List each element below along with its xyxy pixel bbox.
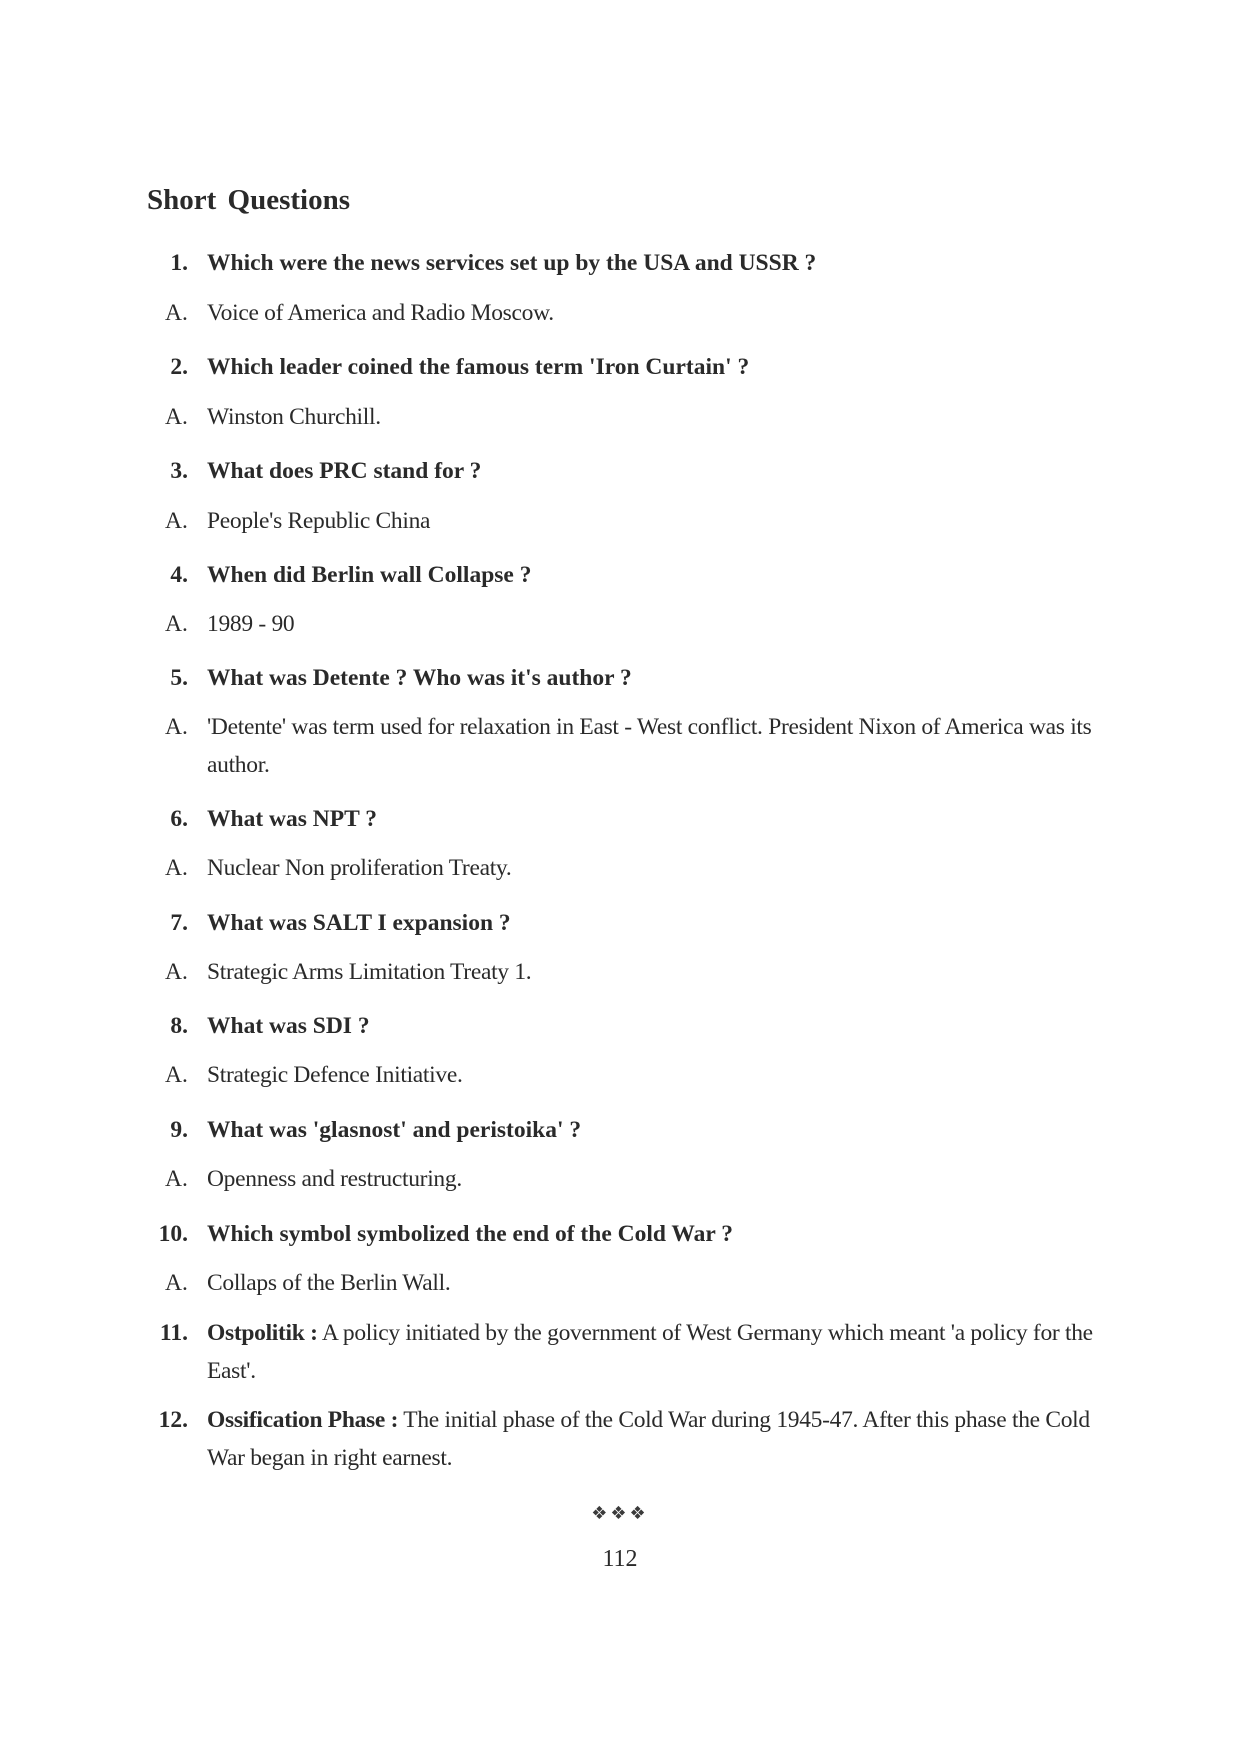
answer-label: A.: [165, 611, 188, 637]
answer-text: 1989 - 90: [207, 611, 295, 637]
section-end-ornament: ❖❖❖: [591, 1503, 649, 1524]
answer-text: Strategic Defence Initiative.: [207, 1062, 463, 1088]
answer-label: A.: [165, 1270, 188, 1296]
question-text: What does PRC stand for ?: [207, 458, 482, 484]
question-text: What was 'glasnost' and peristoika' ?: [207, 1117, 582, 1143]
answer-label: A.: [165, 714, 188, 740]
section-title: Short Questions: [147, 184, 351, 216]
page-number: 112: [602, 1546, 638, 1572]
answer-label: A.: [165, 404, 188, 430]
question-number: 2.: [170, 354, 188, 380]
question-text: What was Detente ? Who was it's author ?: [207, 665, 632, 691]
answer-text: 'Detente' was term used for relaxation in East - West conflict. President Nixon of America was its author.: [207, 714, 1092, 778]
answer-label: A.: [165, 1166, 188, 1192]
question-number: 9.: [170, 1117, 188, 1143]
definition-text: The initial phase of the Cold War during 1945-47. After this phase the Cold War began in right earnest.: [207, 1407, 1090, 1471]
answer-label: A.: [165, 855, 188, 881]
question-number: 8.: [170, 1013, 188, 1039]
answer-label: A.: [165, 959, 188, 985]
answer-text: Voice of America and Radio Moscow.: [207, 300, 554, 326]
question-number: 5.: [170, 665, 188, 691]
definition-term: Ossification Phase :: [207, 1407, 399, 1433]
definition-text: A policy initiated by the government of West Germany which meant 'a policy for the East'.: [207, 1320, 1093, 1384]
question-number: 6.: [170, 806, 188, 832]
definition-number: 12.: [158, 1407, 188, 1433]
answer-label: A.: [165, 508, 188, 534]
question-text: When did Berlin wall Collapse ?: [207, 562, 532, 588]
question-text: Which were the news services set up by the USA and USSR ?: [207, 250, 817, 276]
question-text: What was SALT I expansion ?: [207, 910, 511, 936]
answer-text: People's Republic China: [207, 508, 431, 534]
answer-label: A.: [165, 300, 188, 326]
answer-text: Nuclear Non proliferation Treaty.: [207, 855, 512, 881]
answer-text: Strategic Arms Limitation Treaty 1.: [207, 959, 532, 985]
definition-body: [207, 1401, 1097, 1477]
definition-term: Ostpolitik :: [207, 1320, 318, 1346]
question-text: Which leader coined the famous term 'Iron Curtain' ?: [207, 354, 750, 380]
question-number: 10.: [158, 1221, 188, 1247]
answer-text: Openness and restructuring.: [207, 1166, 462, 1192]
answer-label: A.: [165, 1062, 188, 1088]
question-text: What was SDI ?: [207, 1013, 370, 1039]
question-number: 7.: [170, 910, 188, 936]
definition-number: 11.: [159, 1320, 188, 1346]
question-number: 3.: [170, 458, 188, 484]
question-text: What was NPT ?: [207, 806, 377, 832]
answer-text: Winston Churchill.: [207, 404, 381, 430]
answer-text: Collaps of the Berlin Wall.: [207, 1270, 451, 1296]
question-number: 4.: [170, 562, 188, 588]
question-number: 1.: [170, 250, 188, 276]
definition-body: [207, 1314, 1097, 1390]
question-text: Which symbol symbolized the end of the Cold War ?: [207, 1221, 733, 1247]
